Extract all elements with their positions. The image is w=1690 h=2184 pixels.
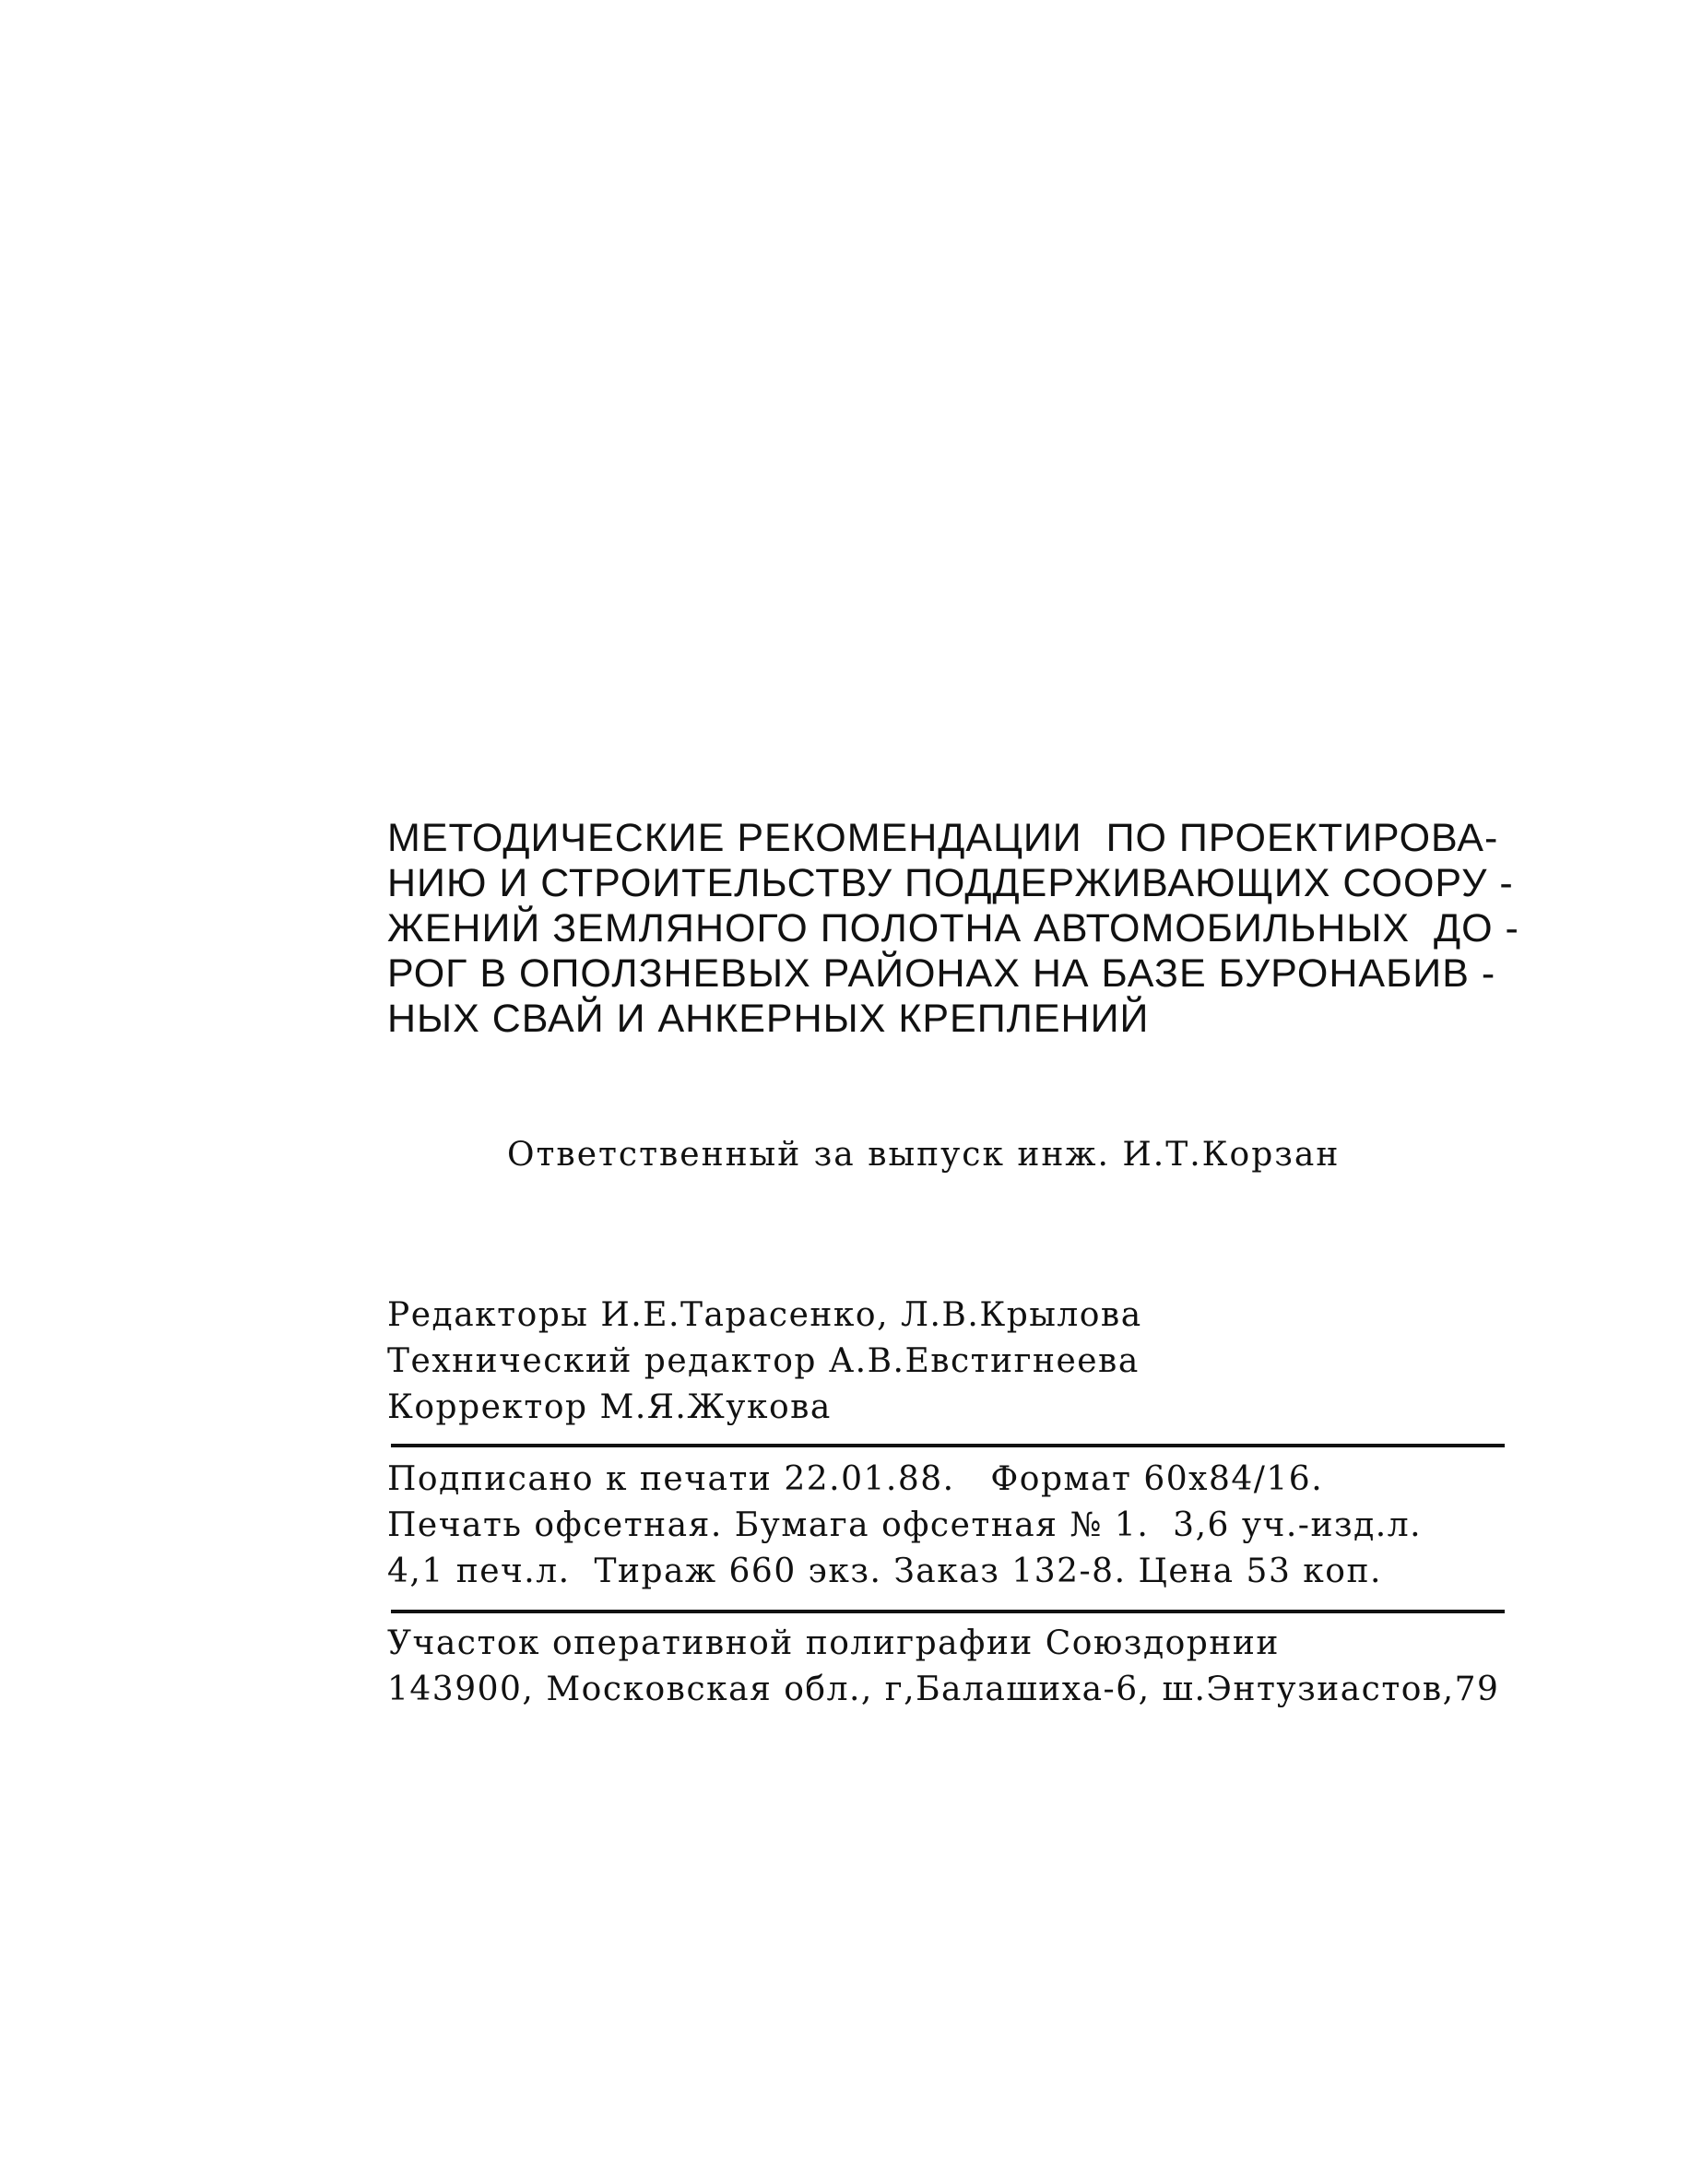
title-line-4: РОГ В ОПОЛЗНЕВЫХ РАЙОНАХ НА БАЗЕ БУРОНАБИВ - [387, 951, 1496, 996]
divider-top [391, 1444, 1505, 1447]
title-line-1: МЕТОДИЧЕСКИЕ РЕКОМЕНДАЦИИ ПО ПРОЕКТИРОВА- [387, 816, 1499, 860]
proofreader-line: Корректор М.Я.Жукова [387, 1388, 832, 1426]
imprint-block [387, 1293, 1549, 1713]
tech-editor-line: Технический редактор А.В.Евстигнеева [387, 1342, 1140, 1380]
paper-line: Печать офсетная. Бумага офсетная № 1. 3,6 уч.-изд.л. [387, 1506, 1423, 1544]
publisher-section [387, 1621, 1549, 1713]
title-line-2: НИЮ И СТРОИТЕЛЬСТВУ ПОДДЕРЖИВАЮЩИХ СООРУ - [387, 861, 1514, 905]
divider-bottom [391, 1610, 1505, 1613]
publisher-name-line: Участок оперативной полиграфии Союздорнии [387, 1624, 1280, 1662]
document-title [387, 816, 1586, 1042]
publisher-address-line: 143900, Московская обл., г,Балашиха-6, ш.Энтузиастов,79 [387, 1670, 1500, 1708]
title-line-3: ЖЕНИЙ ЗЕМЛЯНОГО ПОЛОТНА АВТОМОБИЛЬНЫХ ДО - [387, 906, 1519, 950]
print-info-section [387, 1457, 1549, 1595]
editors-line: Редакторы И.Е.Тарасенко, Л.В.Крылова [387, 1296, 1142, 1334]
signed-format-line: Подписано к печати 22.01.88. Формат 60x84/16. [387, 1460, 1324, 1498]
responsible-line: Ответственный за выпуск инж. И.Т.Корзан [507, 1136, 1341, 1174]
circulation-line: 4,1 печ.л. Тираж 660 экз. Заказ 132-8. Цена 53 коп. [387, 1552, 1382, 1590]
title-line-5: НЫХ СВАЙ И АНКЕРНЫХ КРЕПЛЕНИЙ [387, 997, 1150, 1041]
editors-section [387, 1293, 1549, 1431]
